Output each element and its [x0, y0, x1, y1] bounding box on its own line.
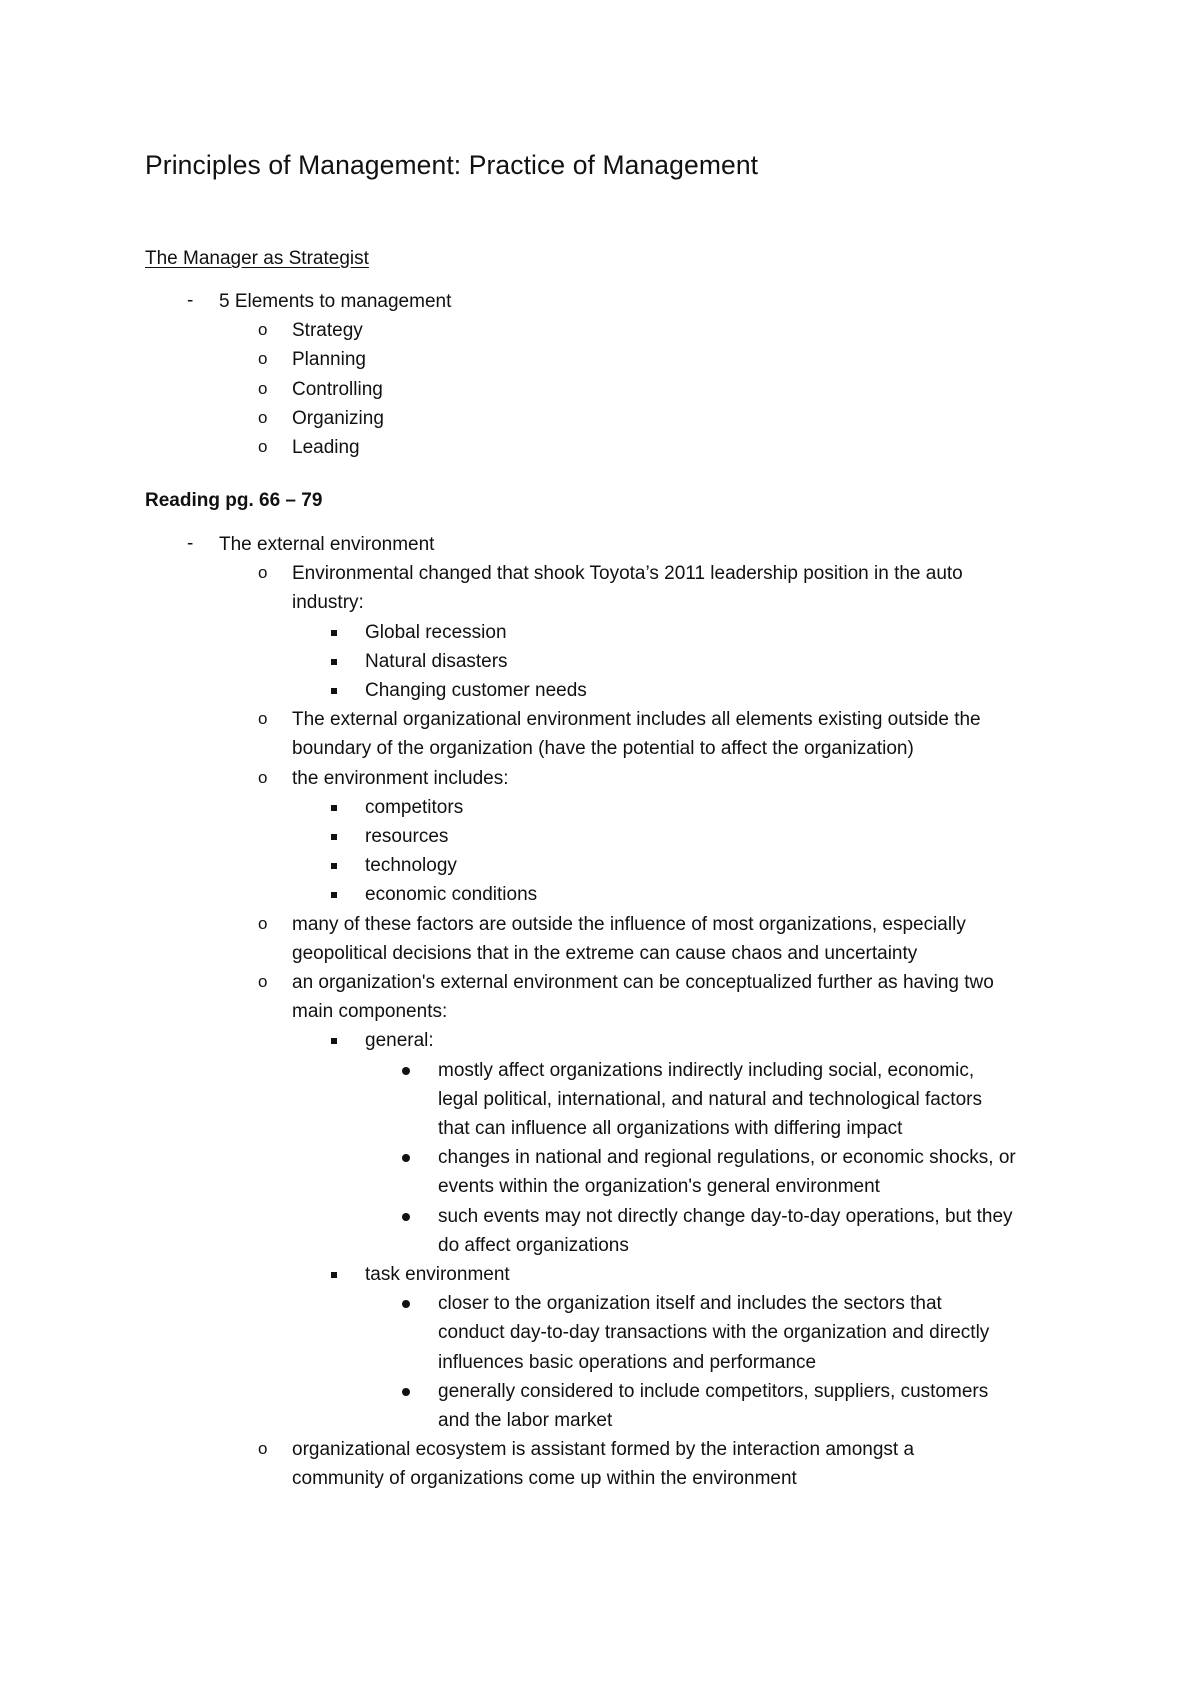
general-item-marker	[331, 1038, 337, 1044]
env-item-1-marker	[331, 834, 337, 840]
external-def-item-line: The external organizational environment includes all elements existing outside the	[292, 709, 981, 731]
element-0-text: Strategy	[292, 320, 363, 342]
reading-heading: Reading pg. 66 – 79	[145, 490, 323, 511]
components-item-line: an organization's external environment can be conceptualized further as having two	[292, 972, 994, 993]
ecosystem-item-marker: o	[258, 1439, 268, 1459]
toyota-item-line: industry:	[292, 592, 364, 614]
task-point-0-line: conduct day-to-day transactions with the organization and directly	[438, 1322, 990, 1344]
env-item-2-text: technology	[365, 855, 457, 877]
toyota-cause-1-marker	[331, 659, 337, 665]
external-env-item-marker: -	[187, 533, 194, 554]
toyota-item-line: Environmental changed that shook Toyota’s 2011 leadership position in the auto	[292, 563, 963, 585]
element-1-marker: o	[258, 349, 268, 369]
document-title: Principles of Management: Practice of Management	[145, 150, 759, 180]
task-item-marker	[331, 1272, 337, 1278]
external-env-item-text: The external environment	[219, 534, 435, 555]
ecosystem-item-line: organizational ecosystem is assistant formed by the interaction amongst a	[292, 1439, 915, 1461]
elements-list-item-marker: -	[187, 290, 194, 311]
task-item-text: task environment	[365, 1264, 510, 1285]
general-point-0-line: legal political, international, and natural and technological factors	[438, 1088, 982, 1110]
factors-item-line: many of these factors are outside the influence of most organizations, especially	[292, 913, 966, 935]
task-point-0-line: influences basic operations and performance	[438, 1351, 817, 1373]
env-item-3-text: economic conditions	[365, 884, 538, 906]
ecosystem-item-line: community of organizations come up within the environment	[292, 1468, 797, 1490]
toyota-cause-1-text: Natural disasters	[365, 650, 508, 672]
task-point-1-line: generally considered to include competitors, suppliers, customers	[438, 1380, 989, 1402]
section-heading: The Manager as Strategist	[145, 248, 369, 269]
element-3-marker: o	[258, 407, 268, 427]
element-1-text: Planning	[292, 349, 366, 371]
elements-list-item-text: 5 Elements to management	[219, 291, 452, 312]
general-point-0-line: that can influence all organizations with differing impact	[438, 1118, 903, 1139]
element-4-text: Leading	[292, 437, 360, 458]
general-point-2-line: such events may not directly change day-to-day operations, but they	[438, 1205, 1013, 1227]
toyota-cause-0-marker	[331, 630, 337, 636]
env-item-0-marker	[331, 805, 337, 811]
general-point-2-marker	[402, 1213, 410, 1221]
general-item-text: general:	[365, 1030, 434, 1052]
toyota-cause-2-text: Changing customer needs	[365, 680, 587, 701]
env-item-1-text: resources	[365, 826, 449, 847]
element-3-text: Organizing	[292, 407, 384, 429]
env-includes-item-marker: o	[258, 767, 268, 787]
general-point-1-line: events within the organization's general environment	[438, 1176, 880, 1198]
env-includes-item-text: the environment includes:	[292, 767, 509, 789]
components-item-marker: o	[258, 972, 268, 991]
components-item-line: main components:	[292, 1001, 448, 1023]
task-point-0-marker	[402, 1300, 410, 1308]
factors-item-line: geopolitical decisions that in the extreme can cause chaos and uncertainty	[292, 942, 918, 964]
task-point-0-line: closer to the organization itself and includes the sectors that	[438, 1293, 942, 1315]
general-point-1-line: changes in national and regional regulations, or economic shocks, or	[438, 1147, 1016, 1169]
toyota-cause-0-text: Global recession	[365, 621, 507, 643]
general-point-0-marker	[402, 1067, 410, 1075]
task-point-1-marker	[402, 1388, 410, 1396]
element-0-marker: o	[258, 320, 268, 340]
general-point-2-line: do affect organizations	[438, 1234, 629, 1256]
env-item-2-marker	[331, 863, 337, 869]
toyota-item-marker: o	[258, 563, 268, 583]
element-4-marker: o	[258, 437, 268, 456]
toyota-cause-2-marker	[331, 688, 337, 694]
general-point-0-line: mostly affect organizations indirectly including social, economic,	[438, 1059, 975, 1081]
element-2-marker: o	[258, 378, 268, 398]
env-item-3-marker	[331, 892, 337, 898]
task-point-1-line: and the labor market	[438, 1410, 613, 1431]
env-item-0-text: competitors	[365, 796, 464, 818]
general-point-1-marker	[402, 1154, 410, 1162]
factors-item-marker: o	[258, 913, 268, 933]
external-def-item-marker: o	[258, 709, 268, 729]
external-def-item-line: boundary of the organization (have the potential to affect the organization)	[292, 738, 914, 760]
element-2-text: Controlling	[292, 378, 383, 400]
